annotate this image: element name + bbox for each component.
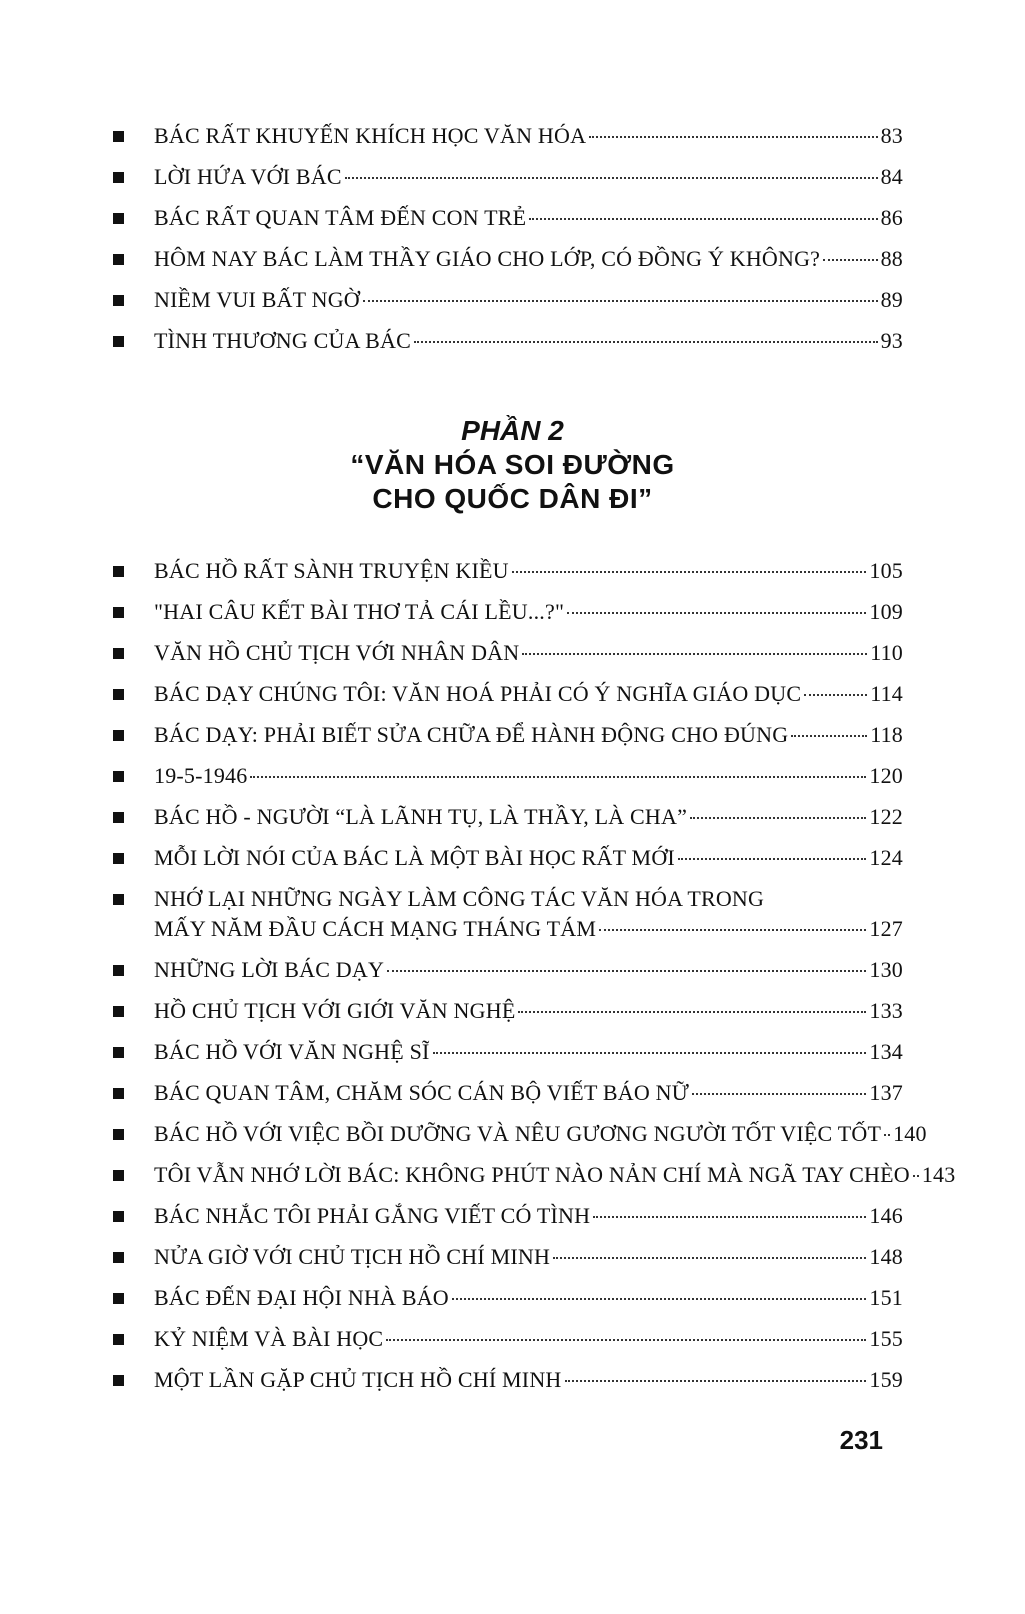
toc-entry (113, 285, 903, 326)
dot-leader (518, 1011, 866, 1013)
dot-leader (692, 1093, 866, 1095)
toc-entry (113, 556, 903, 597)
toc-entry (113, 162, 903, 203)
square-bullet-icon (113, 1211, 124, 1222)
dot-leader (433, 1052, 867, 1054)
toc-entry-title: HÔM NAY BÁC LÀM THẦY GIÁO CHO LỚP, CÓ ĐỒNG Ý KHÔNG? (154, 246, 821, 271)
toc-entry-title: 19-5-1946 (154, 763, 248, 788)
dot-leader (804, 694, 867, 696)
toc-entry-title: NỬA GIỜ VỚI CHỦ TỊCH HỒ CHÍ MINH (154, 1244, 551, 1269)
toc-entry-page: 114 (870, 681, 903, 706)
toc-entry (113, 1365, 903, 1406)
toc-entry-page: 84 (880, 164, 903, 189)
toc-list-part-2 (113, 556, 956, 1406)
square-bullet-icon (113, 648, 124, 659)
toc-entry (113, 1201, 903, 1242)
dot-leader (553, 1257, 866, 1259)
toc-entry-page: 88 (880, 246, 903, 271)
toc-entry-title: KỶ NIỆM VÀ BÀI HỌC (154, 1326, 384, 1351)
toc-entry (113, 761, 903, 802)
square-bullet-icon (113, 566, 124, 577)
toc-entry-title: MỖI LỜI NÓI CỦA BÁC LÀ MỘT BÀI HỌC RẤT MỚI (154, 845, 675, 870)
square-bullet-icon (113, 1252, 124, 1263)
toc-entry-page: 146 (869, 1203, 903, 1228)
square-bullet-icon (113, 1047, 124, 1058)
part-title-line-1: “VĂN HÓA SOI ĐƯỜNG (350, 449, 675, 480)
dot-leader (529, 218, 877, 220)
toc-entry-title: BÁC DẠY CHÚNG TÔI: VĂN HOÁ PHẢI CÓ Ý NGHĨA GIÁO DỤC (154, 681, 802, 706)
toc-entry-page: 137 (869, 1080, 903, 1105)
toc-entry (113, 1324, 903, 1365)
toc-entry (113, 638, 903, 679)
toc-entry (113, 1078, 903, 1119)
toc-entry-page: 151 (869, 1285, 903, 1310)
dot-leader (363, 300, 878, 302)
toc-entry-page: 93 (880, 328, 903, 353)
toc-entry-page: 133 (869, 998, 903, 1023)
dot-leader (522, 653, 867, 655)
toc-entry-title: "HAI CÂU KẾT BÀI THƠ TẢ CÁI LỀU...?" (154, 599, 565, 624)
toc-entry-page: 140 (893, 1121, 927, 1146)
toc-entry-title: MẤY NĂM ĐẦU CÁCH MẠNG THÁNG TÁM (154, 916, 597, 941)
toc-entry (113, 1037, 903, 1078)
dot-leader (452, 1298, 867, 1300)
square-bullet-icon (113, 1170, 124, 1181)
toc-entry-title-line-1: NHỚ LẠI NHỮNG NGÀY LÀM CÔNG TÁC VĂN HÓA TRONG (154, 886, 765, 911)
square-bullet-icon (113, 730, 124, 741)
toc-list-part-1 (113, 121, 903, 367)
square-bullet-icon (113, 607, 124, 618)
toc-entry-title: BÁC HỒ - NGƯỜI “LÀ LÃNH TỤ, LÀ THẦY, LÀ CHA” (154, 804, 688, 829)
square-bullet-icon (113, 894, 124, 905)
toc-entry-title: BÁC RẤT KHUYẾN KHÍCH HỌC VĂN HÓA (154, 123, 587, 148)
dot-leader (593, 1216, 866, 1218)
toc-entry-title: BÁC DẠY: PHẢI BIẾT SỬA CHỮA ĐỂ HÀNH ĐỘNG CHO ĐÚNG (154, 722, 789, 747)
toc-entry-page: 127 (869, 916, 903, 941)
toc-entry-page: 155 (869, 1326, 903, 1351)
toc-entry-page: 148 (869, 1244, 903, 1269)
dot-leader (589, 136, 877, 138)
toc-entry-title: NHỮNG LỜI BÁC DẠY (154, 957, 385, 982)
toc-entry-page: 86 (880, 205, 903, 230)
dot-leader (387, 970, 866, 972)
toc-entry (113, 679, 903, 720)
square-bullet-icon (113, 1129, 124, 1140)
toc-entry-page: 109 (869, 599, 903, 624)
square-bullet-icon (113, 812, 124, 823)
toc-entry (113, 884, 903, 955)
dot-leader (512, 571, 867, 573)
toc-entry (113, 244, 903, 285)
square-bullet-icon (113, 336, 124, 347)
dot-leader (345, 177, 878, 179)
toc-entry-page: 124 (869, 845, 903, 870)
dot-leader (678, 858, 866, 860)
toc-entry (113, 597, 903, 638)
toc-entry-page: 134 (869, 1039, 903, 1064)
toc-entry-page: 143 (921, 1162, 956, 1187)
toc-entry (113, 1119, 927, 1160)
square-bullet-icon (113, 131, 124, 142)
toc-entry-page: 159 (869, 1367, 903, 1392)
square-bullet-icon (113, 1334, 124, 1345)
toc-entry (113, 802, 903, 843)
square-bullet-icon (113, 689, 124, 700)
toc-entry (113, 955, 903, 996)
dot-leader (386, 1339, 866, 1341)
square-bullet-icon (113, 853, 124, 864)
toc-entry-title: BÁC NHẮC TÔI PHẢI GẮNG VIẾT CÓ TÌNH (154, 1203, 591, 1228)
square-bullet-icon (113, 172, 124, 183)
toc-entry-title: BÁC QUAN TÂM, CHĂM SÓC CÁN BỘ VIẾT BÁO NỮ (154, 1080, 689, 1105)
dot-leader (884, 1134, 890, 1136)
toc-entry-page: 120 (869, 763, 903, 788)
toc-entry-title: NIỀM VUI BẤT NGỜ (154, 287, 360, 312)
toc-entry-title: BÁC HỒ VỚI VIỆC BỒI DƯỠNG VÀ NÊU GƯƠNG NGƯỜI TỐT VIỆC TỐT (154, 1121, 882, 1146)
dot-leader (913, 1175, 919, 1177)
toc-entry (113, 121, 903, 162)
toc-entry-title: TÌNH THƯƠNG CỦA BÁC (154, 328, 411, 353)
toc-entry-page: 83 (880, 123, 903, 148)
part-heading (0, 414, 1025, 516)
toc-entry (113, 1160, 956, 1201)
dot-leader (565, 1380, 867, 1382)
part-title-line-2: CHO QUỐC DÂN ĐI” (372, 483, 653, 514)
toc-entry-title: BÁC HỒ RẤT SÀNH TRUYỆN KIỀU (154, 558, 509, 583)
toc-entry-page: 110 (870, 640, 903, 665)
toc-entry (113, 720, 903, 761)
page-number: 231 (839, 1425, 883, 1455)
toc-entry-page: 122 (869, 804, 903, 829)
toc-entry-title: BÁC ĐẾN ĐẠI HỘI NHÀ BÁO (154, 1285, 449, 1310)
dot-leader (567, 612, 866, 614)
dot-leader (823, 259, 877, 261)
square-bullet-icon (113, 1375, 124, 1386)
square-bullet-icon (113, 1088, 124, 1099)
square-bullet-icon (113, 1293, 124, 1304)
toc-entry-page: 118 (870, 722, 903, 747)
toc-entry (113, 996, 903, 1037)
toc-entry-title: LỜI HỨA VỚI BÁC (154, 164, 342, 189)
toc-entry (113, 203, 903, 244)
dot-leader (599, 929, 866, 931)
toc-entry-title: BÁC HỒ VỚI VĂN NGHỆ SĨ (154, 1039, 430, 1064)
dot-leader (791, 735, 867, 737)
toc-entry (113, 1242, 903, 1283)
part-label: PHẦN 2 (461, 415, 564, 446)
dot-leader (690, 817, 866, 819)
toc-entry-page: 105 (869, 558, 903, 583)
dot-leader (414, 341, 878, 343)
toc-entry (113, 326, 903, 367)
square-bullet-icon (113, 213, 124, 224)
toc-entry-title: TÔI VẪN NHỚ LỜI BÁC: KHÔNG PHÚT NÀO NẢN CHÍ MÀ NGÃ TAY CHÈO (154, 1162, 910, 1187)
square-bullet-icon (113, 254, 124, 265)
toc-entry (113, 843, 903, 884)
square-bullet-icon (113, 1006, 124, 1017)
toc-entry-page: 130 (869, 957, 903, 982)
toc-entry-page: 89 (880, 287, 903, 312)
square-bullet-icon (113, 965, 124, 976)
dot-leader (250, 776, 866, 778)
toc-entry-title: VĂN HỒ CHỦ TỊCH VỚI NHÂN DÂN (154, 640, 520, 665)
toc-entry-title: MỘT LẦN GẶP CHỦ TỊCH HỒ CHÍ MINH (154, 1367, 562, 1392)
square-bullet-icon (113, 295, 124, 306)
toc-entry-title: HỒ CHỦ TỊCH VỚI GIỚI VĂN NGHỆ (154, 998, 516, 1023)
toc-entry (113, 1283, 903, 1324)
toc-entry-title: BÁC RẤT QUAN TÂM ĐẾN CON TRẺ (154, 205, 527, 230)
square-bullet-icon (113, 771, 124, 782)
